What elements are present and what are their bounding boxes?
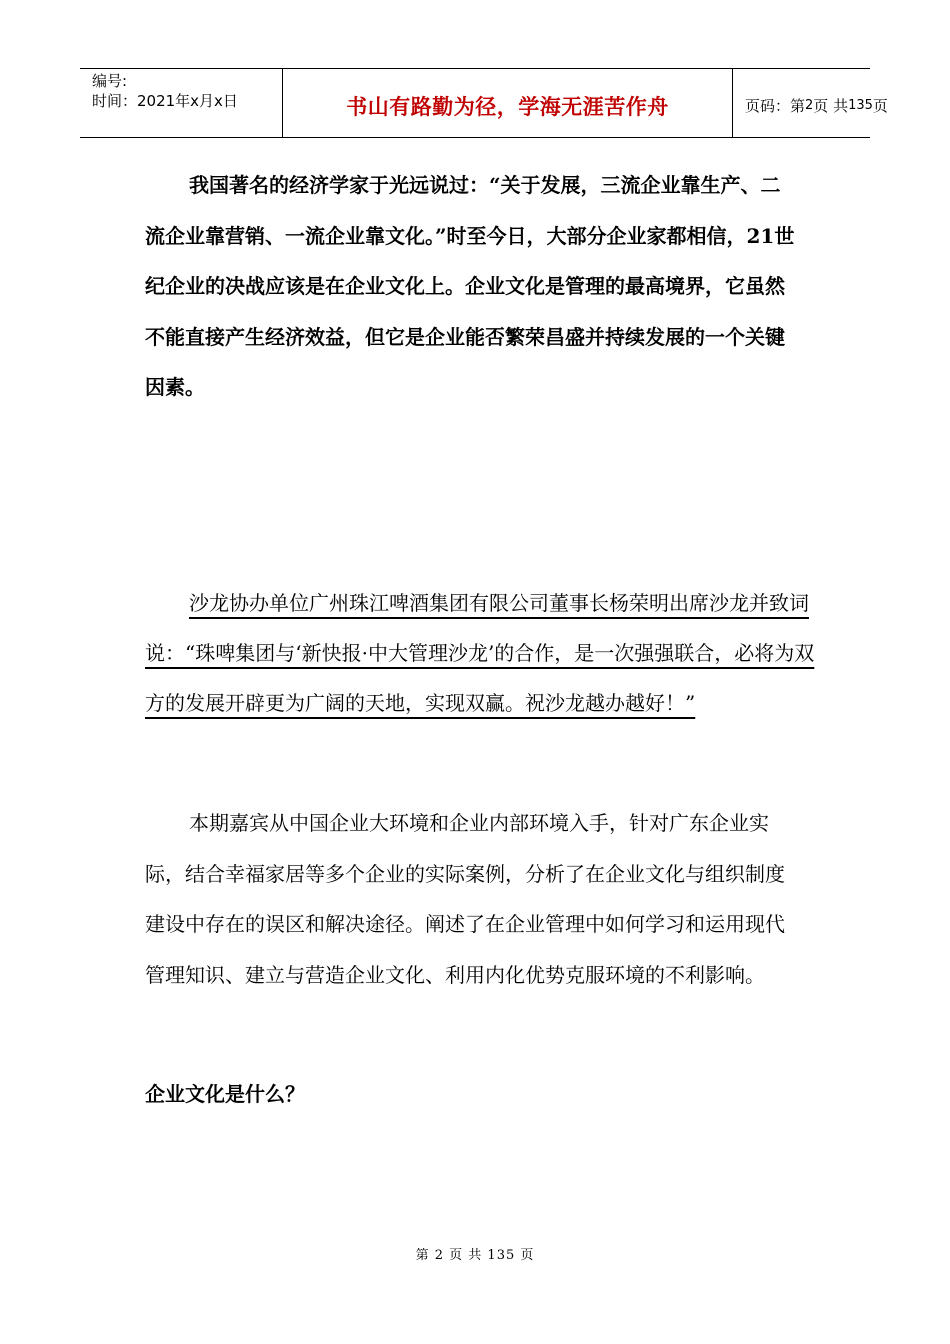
- speech-text: 沙龙协办单位广州珠江啤酒集团有限公司董事长杨荣明出席沙龙并致词说：“珠啤集团与‘新快报·中大管理沙龙’的合作，是一次强强联合，必将为双方的发展开辟更为广阔的天地，实现双赢。祝沙龙越办越好！”: [145, 591, 815, 715]
- page-suffix: 页: [872, 96, 888, 115]
- page-header: [80, 68, 888, 138]
- motto-text: 书山有路勤为径，学海无涯苦作舟: [346, 94, 669, 119]
- header-motto: [282, 69, 733, 137]
- paragraph-speech-text: [145, 591, 814, 715]
- page-prefix: 页码：第: [745, 96, 806, 115]
- paragraph-intro-text: 我国著名的经济学家于光远说过：“关于发展，三流企业靠生产、二流企业靠营销、一流企业靠文化。”时至今日，大部分企业家都相信，21世纪企业的决战应该是在企业文化上。企业文化是管理的最高境界，它虽然不能直接产生经济效益，但它是企业能否繁荣昌盛并持续发展的一个关键因素。: [145, 173, 795, 399]
- page-number: 2: [805, 97, 814, 113]
- header-page-info: [733, 69, 888, 137]
- page-mid: 页 共: [813, 96, 849, 115]
- page-footer: 第 2 页 共 135 页: [415, 1248, 535, 1263]
- time-label: 时间：2021年x月x日: [92, 92, 238, 110]
- section-heading: 企业文化是什么？: [145, 1082, 305, 1106]
- paragraph-intro: [145, 160, 795, 413]
- serial-label: 编号:: [92, 72, 128, 90]
- paragraph-guest-text: 本期嘉宾从中国企业大环境和企业内部环境入手，针对广东企业实际，结合幸福家居等多个企业的实际案例，分析了在企业文化与组织制度建设中存在的误区和解决途径。阐述了在企业管理中如何学习和运用现代管理知识、建立与营造企业文化、利用内化优势克服环境的不利影响。: [145, 811, 785, 987]
- page-total: 135: [848, 97, 873, 113]
- paragraph-speech: [145, 578, 815, 728]
- header-meta: [80, 69, 282, 137]
- paragraph-guest: [145, 798, 795, 1000]
